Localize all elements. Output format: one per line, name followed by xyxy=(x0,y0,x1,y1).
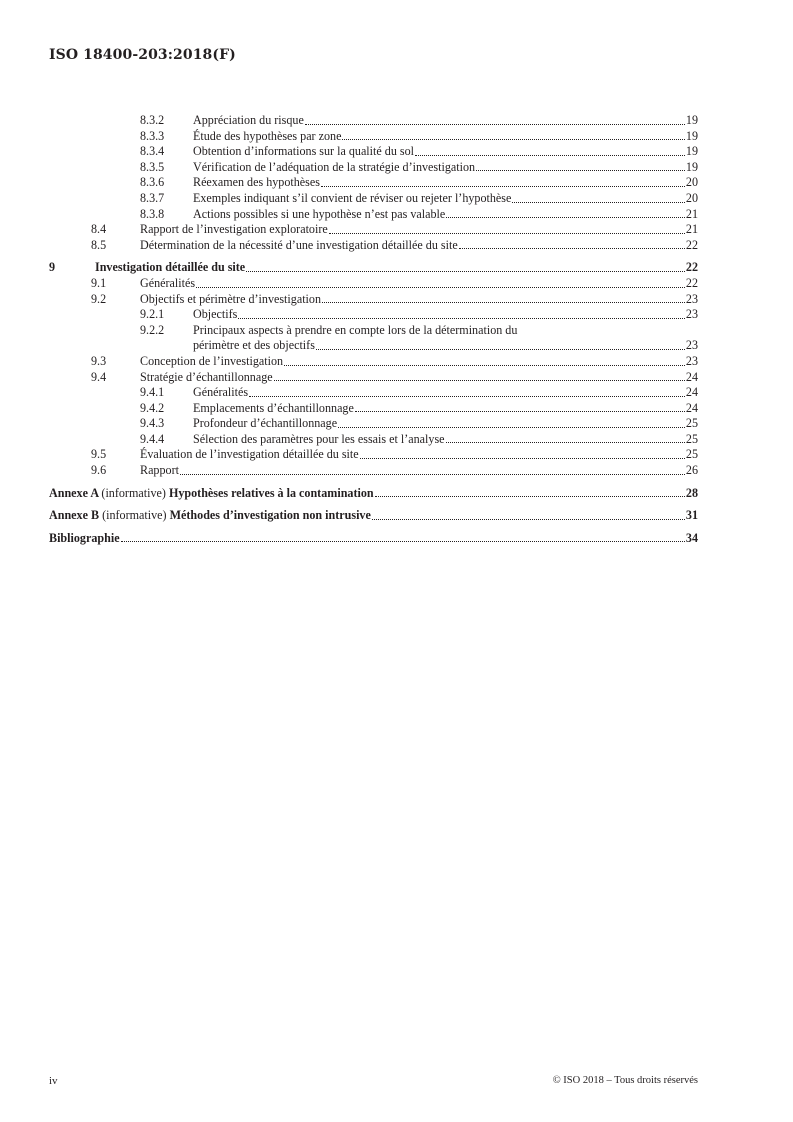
toc-entry-8-3-7[interactable] xyxy=(49,191,698,207)
leader-dots xyxy=(316,349,685,350)
toc-page: 20 xyxy=(685,190,698,205)
toc-number: 9.4.3 xyxy=(140,416,165,431)
toc-label: Obtention d’informations sur la qualité du sol xyxy=(193,144,415,159)
page-number: iv xyxy=(49,1075,58,1087)
leader-dots xyxy=(329,233,685,234)
toc-entry-9-4-4[interactable] xyxy=(49,432,698,448)
toc-label: Emplacements d’échantillonnage xyxy=(193,400,354,415)
annex-prefix: Annexe A xyxy=(49,485,99,500)
toc-page: 19 xyxy=(685,144,698,159)
toc-entry-8-5[interactable] xyxy=(49,238,698,254)
toc-number: 8.3.2 xyxy=(140,113,165,127)
toc-page: 19 xyxy=(685,159,698,174)
toc-number: 8.3.5 xyxy=(140,159,165,174)
toc-label: Stratégie d’échantillonnage xyxy=(140,369,273,384)
toc-entry-8-3-3[interactable] xyxy=(49,129,698,145)
toc-entry-9-3[interactable] xyxy=(49,354,698,370)
toc-page: 25 xyxy=(685,431,698,446)
toc-page: 19 xyxy=(685,128,698,143)
toc-number: 9.2.2 xyxy=(140,322,165,337)
toc-page: 26 xyxy=(685,463,698,478)
toc-number: 9.2.1 xyxy=(140,307,165,322)
toc-page: 20 xyxy=(685,175,698,190)
toc-page: 25 xyxy=(685,416,698,431)
toc-entry-9-4[interactable] xyxy=(49,370,698,386)
toc-label: Sélection des paramètres pour les essais et l’analyse xyxy=(193,431,445,446)
toc-entry-9-2-1[interactable] xyxy=(49,307,698,323)
toc-entry-bibliography[interactable] xyxy=(49,531,698,547)
toc-number: 9.4.2 xyxy=(140,400,165,415)
toc-label: Généralités xyxy=(193,385,249,400)
toc-entry-8-3-2[interactable] xyxy=(49,113,698,129)
toc-label: Généralités xyxy=(140,275,196,290)
document-id: ISO 18400-203:2018(F) xyxy=(49,47,236,63)
leader-dots xyxy=(446,442,685,443)
toc-number: 9.2 xyxy=(91,291,107,306)
leader-dots xyxy=(512,202,685,203)
toc-page: 24 xyxy=(685,400,698,415)
toc-entry-9-2-2[interactable] xyxy=(49,323,698,354)
toc-number: 9.4 xyxy=(91,369,107,384)
toc-label-line2: périmètre et des objectifs xyxy=(193,338,315,353)
leader-dots xyxy=(360,458,685,459)
toc-entry-8-3-8[interactable] xyxy=(49,207,698,223)
toc-label: Vérification de l’adéquation de la stratégie d’investigation xyxy=(193,159,476,174)
toc-number: 9.1 xyxy=(91,275,107,290)
toc-label: Objectifs xyxy=(193,307,238,322)
toc-page: 34 xyxy=(685,530,698,545)
leader-dots xyxy=(284,365,685,366)
toc-number: 8.3.6 xyxy=(140,175,165,190)
leader-dots xyxy=(355,411,685,412)
toc-entry-annex-a[interactable] xyxy=(49,486,698,502)
annex-qualifier: (informative) xyxy=(102,508,167,523)
toc-label: Conception de l’investigation xyxy=(140,353,284,368)
toc-label: Profondeur d’échantillonnage xyxy=(193,416,338,431)
toc-number: 8.3.7 xyxy=(140,190,165,205)
leader-dots xyxy=(274,380,685,381)
toc-label: Appréciation du risque xyxy=(193,113,304,127)
toc-page: 21 xyxy=(685,222,698,237)
toc-page: 25 xyxy=(685,447,698,462)
toc-entry-9-5[interactable] xyxy=(49,447,698,463)
toc-label: Étude des hypothèses par zone xyxy=(193,128,342,143)
toc-label: Détermination de la nécessité d’une investigation détaillée du site xyxy=(140,237,458,252)
toc-entry-9-4-1[interactable] xyxy=(49,385,698,401)
toc-entry-9-4-2[interactable] xyxy=(49,401,698,417)
toc-number: 9.4.4 xyxy=(140,431,165,446)
toc-label: Investigation détaillée du site xyxy=(95,260,246,275)
toc-entry-9-2[interactable] xyxy=(49,292,698,308)
leader-dots xyxy=(180,474,685,475)
toc-entry-8-3-6[interactable] xyxy=(49,175,698,191)
leader-dots xyxy=(375,496,685,497)
annex-title: Méthodes d’investigation non intrusive xyxy=(169,508,371,523)
toc-label: Bibliographie xyxy=(49,530,120,545)
toc-entry-9-4-3[interactable] xyxy=(49,416,698,432)
toc-entry-annex-b[interactable] xyxy=(49,508,698,524)
leader-dots xyxy=(121,541,685,542)
toc-number: 8.4 xyxy=(91,222,107,237)
toc-label-line1: Principaux aspects à prendre en compte lors de la détermination du xyxy=(193,322,518,337)
toc-page: 23 xyxy=(685,338,698,353)
toc-page: 22 xyxy=(685,237,698,252)
toc-page: 21 xyxy=(685,206,698,221)
toc-entry-9-6[interactable] xyxy=(49,463,698,479)
annex-title: Hypothèses relatives à la contamination xyxy=(168,485,374,500)
toc-number: 9.5 xyxy=(91,447,107,462)
toc-page: 28 xyxy=(685,485,698,500)
leader-dots xyxy=(446,217,685,218)
leader-dots xyxy=(372,519,685,520)
toc-page: 23 xyxy=(685,307,698,322)
toc-number: 9.6 xyxy=(91,463,107,478)
leader-dots xyxy=(338,427,685,428)
leader-dots xyxy=(415,155,685,156)
toc-entry-8-3-5[interactable] xyxy=(49,160,698,176)
toc-page: 31 xyxy=(685,508,698,523)
toc-label: Exemples indiquant s’il convient de réviser ou rejeter l’hypothèse xyxy=(193,190,512,205)
toc-label: Rapport de l’investigation exploratoire xyxy=(140,222,328,237)
toc-label: Évaluation de l’investigation détaillée du site xyxy=(140,447,359,462)
toc-page: 24 xyxy=(685,369,698,384)
toc-page: 23 xyxy=(685,291,698,306)
leader-dots xyxy=(238,318,685,319)
toc-label: Objectifs et périmètre d’investigation xyxy=(140,291,322,306)
leader-dots xyxy=(322,302,685,303)
toc-entry-9[interactable] xyxy=(49,260,698,276)
toc-number: 8.5 xyxy=(91,237,107,252)
toc-number: 9.4.1 xyxy=(140,385,165,400)
toc-page: 22 xyxy=(685,260,698,275)
leader-dots xyxy=(476,170,685,171)
leader-dots xyxy=(459,248,685,249)
toc-label: Réexamen des hypothèses xyxy=(193,175,320,190)
toc-entry-8-3-4[interactable] xyxy=(49,144,698,160)
toc-page: 23 xyxy=(685,353,698,368)
toc-number: 9.3 xyxy=(91,353,107,368)
leader-dots xyxy=(249,396,685,397)
table-of-contents xyxy=(49,113,698,546)
copyright-notice: © ISO 2018 – Tous droits réservés xyxy=(552,1075,698,1086)
toc-page: 24 xyxy=(685,385,698,400)
toc-number: 8.3.4 xyxy=(140,144,165,159)
leader-dots xyxy=(246,271,685,272)
toc-label: Actions possibles si une hypothèse n’est pas valable xyxy=(193,206,446,221)
toc-page: 19 xyxy=(685,113,698,127)
leader-dots xyxy=(321,186,685,187)
leader-dots xyxy=(342,139,684,140)
toc-label: Rapport xyxy=(140,463,179,478)
toc-number: 8.3.8 xyxy=(140,206,165,221)
toc-entry-9-1[interactable] xyxy=(49,276,698,292)
leader-dots xyxy=(196,287,685,288)
toc-number: 8.3.3 xyxy=(140,128,165,143)
toc-page: 22 xyxy=(685,275,698,290)
toc-entry-8-4[interactable] xyxy=(49,222,698,238)
annex-qualifier: (informative) xyxy=(101,485,166,500)
annex-prefix: Annexe B xyxy=(49,508,100,523)
toc-number: 9 xyxy=(49,260,56,275)
leader-dots xyxy=(305,124,685,125)
